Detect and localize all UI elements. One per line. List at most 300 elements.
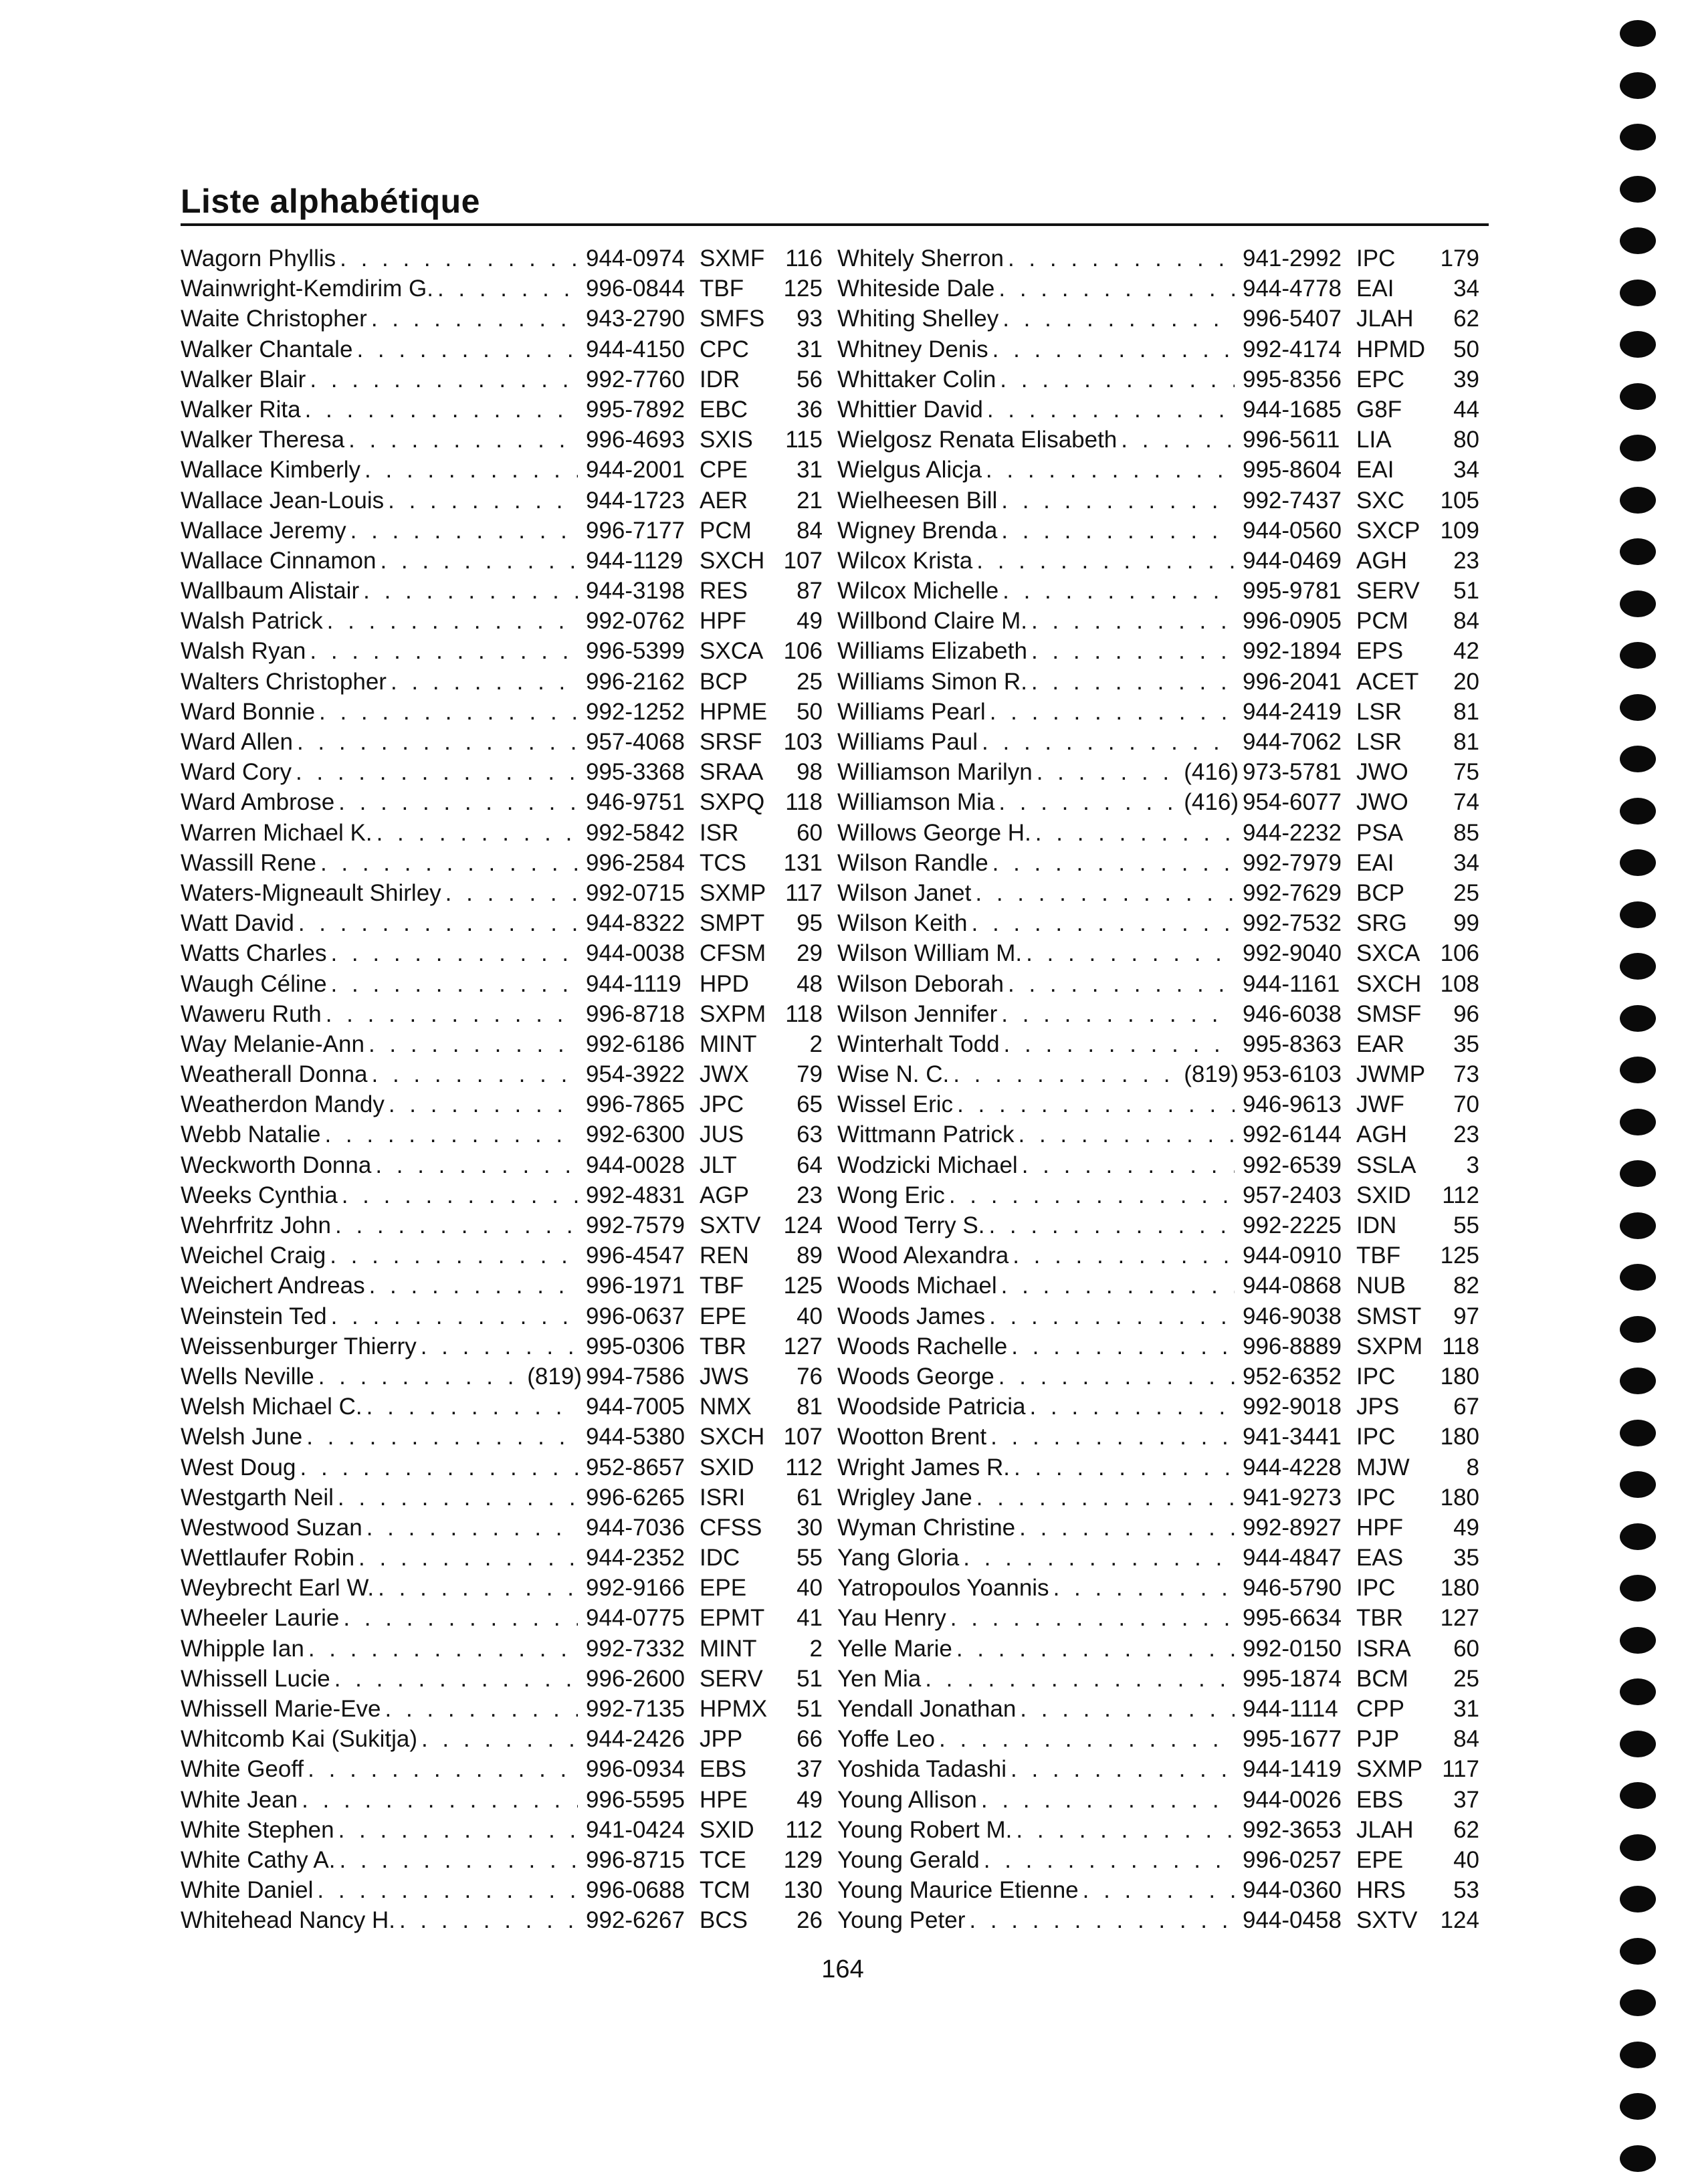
entry-phone: 946-9613 — [1243, 1091, 1342, 1118]
directory-entry — [181, 1513, 823, 1543]
directory-entry — [837, 1331, 1479, 1361]
entry-phone: 944-2419 — [1243, 698, 1342, 725]
entry-dept-code: HPMX — [700, 1696, 768, 1722]
entry-page-ref: 29 — [797, 940, 823, 967]
entry-dept-code: AGP — [700, 1182, 749, 1208]
entry-dept-code: LSR — [1356, 698, 1402, 725]
entry-phone: 996-8889 — [1243, 1333, 1342, 1359]
entry-name: Way Melanie-Ann — [181, 1030, 364, 1057]
binding-hole — [1620, 1160, 1656, 1187]
entry-phone: 996-2041 — [1243, 668, 1342, 695]
entry-phone: 995-7892 — [586, 396, 685, 423]
binding-hole — [1620, 2042, 1656, 2068]
leader-dots — [989, 1301, 1235, 1331]
entry-name: Wallace Cinnamon — [181, 547, 377, 574]
entry-page-ref: 81 — [1453, 729, 1479, 755]
entry-name: Yang Gloria — [837, 1545, 960, 1571]
leader-dots — [1019, 1119, 1235, 1150]
entry-name: Weckworth Donna — [181, 1152, 372, 1178]
entry-dept-code: MJW — [1356, 1454, 1410, 1481]
entry-name: Wittmann Patrick — [837, 1121, 1015, 1148]
directory-entry — [837, 1059, 1479, 1089]
entry-name: Yatropoulos Yoannis — [837, 1575, 1049, 1602]
directory-entry — [837, 1875, 1479, 1905]
entry-dept-code: SXID — [700, 1454, 754, 1481]
entry-name: Whissell Marie-Eve — [181, 1696, 381, 1722]
leader-dots — [949, 1180, 1235, 1210]
leader-dots — [1026, 938, 1235, 968]
entry-name: Wong Eric — [837, 1182, 945, 1208]
entry-page-ref: 42 — [1453, 638, 1479, 665]
entry-page-ref: 112 — [1442, 1182, 1479, 1208]
entry-dept-code: SXCA — [1356, 940, 1420, 967]
leader-dots — [1011, 1331, 1235, 1361]
directory-entry — [181, 848, 823, 878]
entry-dept-code: EBS — [1356, 1786, 1404, 1813]
entry-phone: 992-0715 — [586, 879, 685, 906]
directory-entry — [837, 757, 1479, 787]
leader-dots — [950, 1603, 1235, 1633]
entry-phone: 992-9018 — [1243, 1394, 1342, 1420]
entry-phone: 944-4847 — [1243, 1545, 1342, 1571]
entry-phone: 944-1161 — [1243, 970, 1340, 997]
entry-page-ref: 44 — [1453, 396, 1479, 423]
directory-entry — [181, 274, 823, 304]
entry-dept-code: SXID — [1356, 1182, 1411, 1208]
entry-dept-code: HPD — [700, 970, 749, 997]
binding-hole — [1620, 1212, 1656, 1239]
directory-entry — [181, 969, 823, 999]
entry-phone: 946-9038 — [1243, 1303, 1342, 1329]
leader-dots — [338, 1815, 578, 1845]
entry-name: Ward Allen — [181, 729, 293, 755]
entry-phone: 996-5399 — [586, 638, 685, 665]
binding-hole — [1620, 487, 1656, 514]
entry-phone: 946-5790 — [1243, 1575, 1342, 1602]
entry-name: Young Gerald — [837, 1846, 980, 1873]
entry-page-ref: 93 — [797, 306, 823, 332]
binding-hole — [1620, 1731, 1656, 1757]
leader-dots — [1083, 1875, 1235, 1905]
directory-entry — [181, 546, 823, 576]
leader-dots — [399, 1905, 578, 1935]
entry-name: Weichert Andreas — [181, 1273, 365, 1299]
entry-page-ref: 39 — [1453, 366, 1479, 393]
entry-phone: 944-4228 — [1243, 1454, 1342, 1481]
leader-dots — [377, 818, 578, 848]
entry-page-ref: 112 — [785, 1816, 823, 1843]
entry-phone: 992-6186 — [586, 1030, 685, 1057]
entry-name: Walker Chantale — [181, 336, 353, 362]
entry-name: Wilson Keith — [837, 910, 968, 937]
directory-entry — [181, 1452, 823, 1483]
entry-dept-code: ISRA — [1356, 1635, 1411, 1662]
directory-entry — [181, 425, 823, 455]
entry-dept-code: SXMP — [700, 879, 766, 906]
entry-dept-code: PSA — [1356, 819, 1404, 846]
directory-entry — [181, 1180, 823, 1210]
entry-dept-code: JPS — [1356, 1394, 1400, 1420]
entry-dept-code: HRS — [1356, 1877, 1406, 1904]
entry-page-ref: 108 — [1440, 970, 1479, 997]
entry-dept-code: RES — [700, 578, 748, 605]
directory-entry — [837, 1754, 1479, 1784]
binding-hole — [1620, 435, 1656, 461]
entry-dept-code: JWX — [700, 1061, 749, 1088]
entry-phone: 996-5595 — [586, 1786, 685, 1813]
leader-dots — [1035, 818, 1235, 848]
directory-entry — [837, 274, 1479, 304]
leader-dots — [310, 364, 578, 395]
entry-dept-code: IDC — [700, 1545, 740, 1571]
entry-dept-code: HPME — [700, 698, 768, 725]
entry-page-ref: 34 — [1453, 457, 1479, 483]
entry-phone: 941-3441 — [1243, 1424, 1342, 1450]
entry-page-ref: 84 — [1453, 1726, 1479, 1753]
entry-dept-code: TBF — [700, 1273, 744, 1299]
entry-page-ref: 107 — [783, 1424, 823, 1450]
entry-dept-code: CPE — [700, 457, 748, 483]
entry-area-code: (416) — [1184, 759, 1239, 786]
entry-dept-code: G8F — [1356, 396, 1402, 423]
entry-phone: 992-7437 — [1243, 487, 1342, 514]
entry-page-ref: 82 — [1453, 1273, 1479, 1299]
leader-dots — [998, 274, 1235, 304]
entry-page-ref: 51 — [797, 1665, 823, 1692]
entry-page-ref: 40 — [1453, 1846, 1479, 1873]
entry-dept-code: IDR — [700, 366, 740, 393]
entry-page-ref: 2 — [809, 1635, 823, 1662]
entry-phone: 996-5407 — [1243, 306, 1342, 332]
entry-name: Wells Neville — [181, 1363, 314, 1390]
directory-entry — [837, 1119, 1479, 1150]
page-title: Liste alphabétique — [181, 183, 480, 220]
leader-dots — [421, 1724, 578, 1754]
directory-entry — [181, 757, 823, 787]
entry-dept-code: TCS — [700, 849, 746, 876]
leader-dots — [391, 667, 578, 697]
entry-page-ref: 67 — [1453, 1394, 1479, 1420]
directory-entry — [181, 243, 823, 274]
directory-entry — [837, 818, 1479, 848]
entry-dept-code: JUS — [700, 1121, 744, 1148]
entry-dept-code: JWS — [700, 1363, 749, 1390]
leader-dots — [368, 1029, 578, 1059]
entry-dept-code: SMPT — [700, 910, 765, 937]
entry-dept-code: JLAH — [1356, 306, 1414, 332]
directory-entry — [837, 1422, 1479, 1452]
binding-hole — [1620, 331, 1656, 358]
directory-entry — [181, 1483, 823, 1513]
entry-name: Whitehead Nancy H. — [181, 1907, 395, 1934]
directory-entry — [837, 1392, 1479, 1422]
entry-dept-code: AER — [700, 487, 748, 514]
leader-dots — [1053, 1573, 1235, 1603]
entry-phone: 995-8604 — [1243, 457, 1342, 483]
entry-dept-code: BCP — [700, 668, 748, 695]
leader-dots — [366, 1513, 578, 1543]
entry-dept-code: EAI — [1356, 276, 1394, 302]
entry-name: Weatherdon Mandy — [181, 1091, 385, 1118]
directory-entry — [181, 1210, 823, 1240]
entry-phone: 996-0257 — [1243, 1846, 1342, 1873]
entry-name: Weybrecht Earl W. — [181, 1575, 375, 1602]
entry-page-ref: 65 — [797, 1091, 823, 1118]
entry-page-ref: 56 — [797, 366, 823, 393]
entry-phone: 944-7036 — [586, 1514, 685, 1541]
entry-dept-code: LSR — [1356, 729, 1402, 755]
entry-phone: 941-9273 — [1243, 1484, 1342, 1511]
leader-dots — [992, 848, 1235, 878]
binding-hole — [1620, 72, 1656, 99]
entry-page-ref: 99 — [1453, 910, 1479, 937]
entry-dept-code: EAI — [1356, 849, 1394, 876]
entry-phone: 952-8657 — [586, 1454, 685, 1481]
entry-dept-code: ISR — [700, 819, 739, 846]
entry-dept-code: BCM — [1356, 1665, 1408, 1692]
directory-entry — [837, 938, 1479, 968]
entry-name: Wehrfritz John — [181, 1212, 331, 1238]
entry-dept-code: TBR — [1356, 1605, 1403, 1632]
leader-dots — [306, 1422, 578, 1452]
entry-page-ref: 3 — [1466, 1152, 1479, 1178]
directory-entry — [837, 1634, 1479, 1664]
leader-dots — [975, 878, 1235, 908]
entry-page-ref: 51 — [797, 1696, 823, 1722]
directory-entry — [837, 606, 1479, 636]
entry-name: Wigney Brenda — [837, 517, 998, 544]
directory-entry — [837, 1694, 1479, 1724]
leader-dots — [1029, 1392, 1235, 1422]
directory-entry — [181, 1361, 823, 1392]
leader-dots — [1008, 969, 1235, 999]
leader-dots — [953, 1059, 1180, 1089]
entry-dept-code: HPMD — [1356, 336, 1426, 362]
entry-phone: 944-3198 — [586, 578, 685, 605]
entry-phone: 944-1119 — [586, 970, 681, 997]
entry-phone: 996-4547 — [586, 1242, 685, 1269]
directory-entry — [837, 455, 1479, 485]
entry-name: Walker Blair — [181, 366, 306, 393]
entry-dept-code: NUB — [1356, 1273, 1406, 1299]
entry-page-ref: 112 — [785, 1454, 823, 1481]
directory-entry — [837, 1301, 1479, 1331]
leader-dots — [335, 1210, 578, 1240]
entry-page-ref: 70 — [1453, 1091, 1479, 1118]
entry-dept-code: IPC — [1356, 1575, 1396, 1602]
entry-dept-code: EPE — [700, 1575, 747, 1602]
entry-page-ref: 48 — [797, 970, 823, 997]
entry-name: Watts Charles — [181, 940, 327, 967]
entry-name: Wise N. C. — [837, 1061, 950, 1088]
directory-entry — [837, 1845, 1479, 1875]
page-number: 164 — [821, 1955, 864, 1983]
entry-page-ref: 40 — [797, 1575, 823, 1602]
entry-dept-code: EPE — [1356, 1846, 1404, 1873]
entry-phone: 944-5380 — [586, 1424, 685, 1450]
entry-page-ref: 85 — [1453, 819, 1479, 846]
leader-dots — [1001, 1271, 1235, 1301]
entry-name: Wilson Jennifer — [837, 1000, 998, 1027]
directory-entry — [837, 1905, 1479, 1935]
entry-page-ref: 36 — [797, 396, 823, 423]
entry-name: Wootton Brent — [837, 1424, 987, 1450]
entry-page-ref: 118 — [1442, 1333, 1479, 1359]
entry-phone: 944-1129 — [586, 547, 683, 574]
entry-dept-code: TBF — [1356, 1242, 1401, 1269]
entry-dept-code: SRSF — [700, 729, 762, 755]
entry-phone: 992-6144 — [1243, 1121, 1342, 1148]
entry-name: Weatherall Donna — [181, 1061, 368, 1088]
binding-hole — [1620, 1989, 1656, 2016]
entry-phone: 996-8715 — [586, 1846, 685, 1873]
entry-name: Williams Paul — [837, 729, 978, 755]
entry-page-ref: 61 — [797, 1484, 823, 1511]
entry-name: Whitney Denis — [837, 336, 988, 362]
entry-phone: 946-9751 — [586, 789, 685, 816]
entry-area-code: (819) — [1184, 1061, 1239, 1088]
entry-phone: 944-2001 — [586, 457, 685, 483]
entry-phone: 996-1971 — [586, 1273, 685, 1299]
binding-hole — [1620, 849, 1656, 876]
leader-dots — [990, 697, 1235, 727]
directory-entry — [181, 304, 823, 334]
entry-page-ref: 116 — [785, 245, 823, 271]
entry-phone: 995-9781 — [1243, 578, 1342, 605]
entry-dept-code: SXPM — [700, 1000, 766, 1027]
entry-page-ref: 117 — [785, 879, 823, 906]
directory-entry — [181, 1754, 823, 1784]
entry-name: Williams Simon R. — [837, 668, 1027, 695]
entry-name: Whitely Sherron — [837, 245, 1004, 271]
entry-page-ref: 125 — [783, 276, 823, 302]
binding-hole — [1620, 1057, 1656, 1083]
directory-entry — [837, 243, 1479, 274]
leader-dots — [1008, 243, 1235, 274]
entry-name: Yendall Jonathan — [837, 1696, 1017, 1722]
leader-dots — [350, 516, 578, 546]
entry-dept-code: SXPQ — [700, 789, 765, 816]
directory-entry — [837, 516, 1479, 546]
entry-dept-code: TBR — [700, 1333, 746, 1359]
entry-page-ref: 62 — [1453, 306, 1479, 332]
binding-hole — [1620, 1627, 1656, 1654]
entry-dept-code: IPC — [1356, 1424, 1396, 1450]
entry-name: Whittaker Colin — [837, 366, 996, 393]
entry-name: Yoshida Tadashi — [837, 1756, 1007, 1783]
directory-entry — [181, 1815, 823, 1845]
entry-name: Walker Rita — [181, 396, 301, 423]
entry-name: Whitcomb Kai (Sukitja) — [181, 1726, 417, 1753]
binding-hole — [1620, 642, 1656, 669]
entry-page-ref: 37 — [797, 1756, 823, 1783]
entry-page-ref: 31 — [1453, 1696, 1479, 1722]
directory-entry — [837, 334, 1479, 364]
entry-dept-code: SXCH — [700, 547, 765, 574]
entry-page-ref: 81 — [797, 1394, 823, 1420]
entry-name: Ward Ambrose — [181, 789, 335, 816]
entry-page-ref: 87 — [797, 578, 823, 605]
binding-holes — [1612, 0, 1665, 2184]
entry-page-ref: 84 — [797, 517, 823, 544]
entry-dept-code: JLAH — [1356, 1816, 1414, 1843]
leader-dots — [378, 1573, 578, 1603]
entry-page-ref: 179 — [1440, 245, 1479, 271]
entry-name: Walker Theresa — [181, 427, 345, 453]
entry-name: Wainwright-Kemdirim G. — [181, 276, 433, 302]
leader-dots — [445, 878, 578, 908]
entry-page-ref: 49 — [797, 608, 823, 635]
directory-entry — [181, 1331, 823, 1361]
entry-name: Wilcox Michelle — [837, 578, 999, 605]
binding-hole — [1620, 901, 1656, 928]
entry-dept-code: SXPM — [1356, 1333, 1423, 1359]
entry-page-ref: 49 — [1453, 1514, 1479, 1541]
entry-name: Welsh Michael C. — [181, 1394, 362, 1420]
directory-entry — [837, 1513, 1479, 1543]
leader-dots — [338, 1483, 578, 1513]
leader-dots — [324, 1119, 578, 1150]
binding-hole — [1620, 2093, 1656, 2120]
entry-name: Wyman Christine — [837, 1514, 1016, 1541]
leader-dots — [437, 274, 578, 304]
entry-page-ref: 129 — [783, 1846, 823, 1873]
entry-phone: 996-0934 — [586, 1756, 685, 1783]
entry-phone: 992-7135 — [586, 1696, 685, 1722]
entry-dept-code: SXCH — [1356, 970, 1422, 997]
entry-name: Wilson Randle — [837, 849, 988, 876]
entry-phone: 996-0637 — [586, 1303, 685, 1329]
entry-name: Whiteside Dale — [837, 276, 995, 302]
entry-phone: 944-0458 — [1243, 1907, 1342, 1934]
entry-area-code: (416) — [1184, 789, 1239, 816]
entry-name: Willows George H. — [837, 819, 1031, 846]
entry-name: Whissell Lucie — [181, 1665, 330, 1692]
binding-hole — [1620, 1523, 1656, 1550]
entry-phone: 992-7979 — [1243, 849, 1342, 876]
entry-dept-code: MINT — [700, 1635, 757, 1662]
entry-page-ref: 40 — [797, 1303, 823, 1329]
leader-dots — [1121, 425, 1235, 455]
entry-page-ref: 76 — [797, 1363, 823, 1390]
binding-hole — [1620, 280, 1656, 306]
leader-dots — [371, 304, 578, 334]
leader-dots — [421, 1331, 578, 1361]
directory-entry — [181, 818, 823, 848]
entry-phone: 944-0026 — [1243, 1786, 1342, 1813]
leader-dots — [981, 1785, 1235, 1815]
entry-name: Woodside Patricia — [837, 1394, 1026, 1420]
entry-phone: 946-6038 — [1243, 1000, 1342, 1027]
leader-dots — [340, 243, 578, 274]
directory-entry — [181, 606, 823, 636]
entry-phone: 944-0775 — [586, 1605, 685, 1632]
entry-dept-code: SERV — [1356, 578, 1420, 605]
entry-page-ref: 30 — [797, 1514, 823, 1541]
directory-entry — [181, 1694, 823, 1724]
directory-entry — [837, 485, 1479, 516]
binding-hole — [1620, 227, 1656, 254]
leader-dots — [1037, 757, 1180, 787]
leader-dots — [972, 908, 1235, 938]
leader-dots — [956, 1634, 1235, 1664]
entry-dept-code: REN — [700, 1242, 749, 1269]
entry-page-ref: 55 — [797, 1545, 823, 1571]
binding-hole — [1620, 1005, 1656, 1032]
entry-name: Young Allison — [837, 1786, 977, 1813]
entry-name: Wilson William M. — [837, 940, 1023, 967]
entry-page-ref: 73 — [1453, 1061, 1479, 1088]
